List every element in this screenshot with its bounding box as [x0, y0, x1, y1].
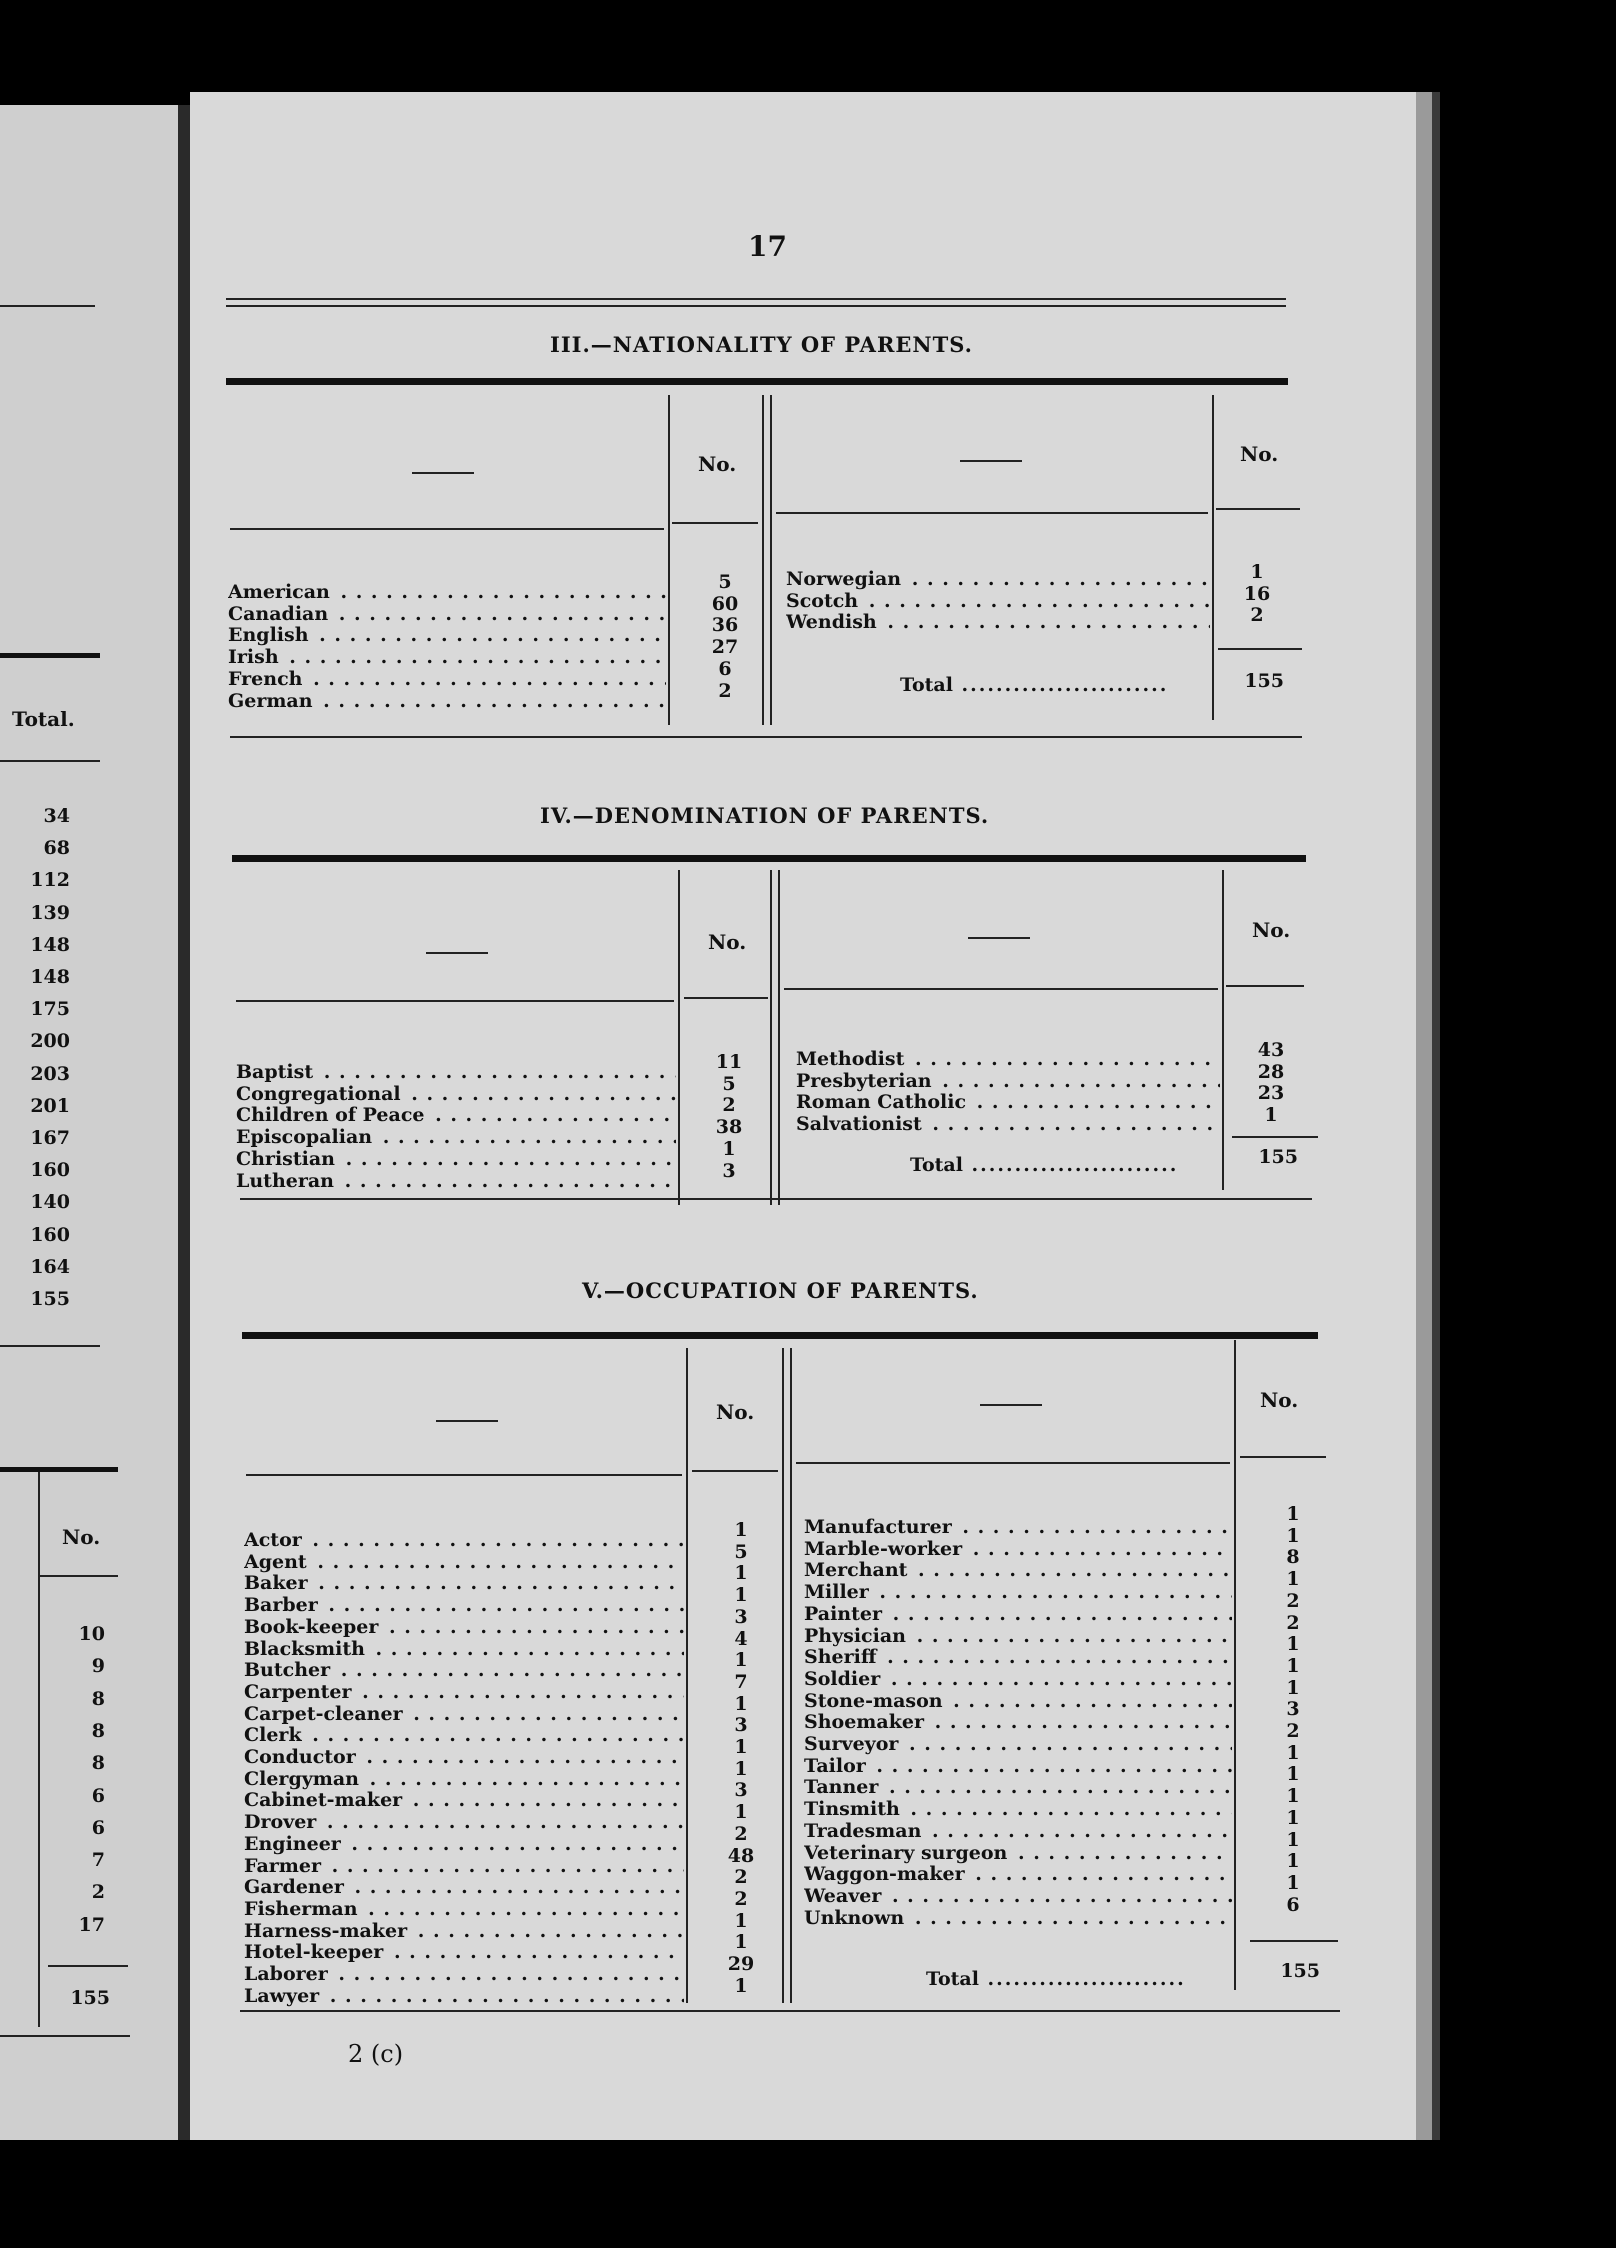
row-value: 8 [1286, 1546, 1300, 1569]
table-top-rule [226, 378, 1288, 385]
row-value: 27 [711, 636, 739, 659]
total-label: Total [900, 674, 953, 696]
row-label [244, 1856, 684, 1878]
row-value: 1 [1286, 1871, 1300, 1894]
row-label [804, 1582, 1232, 1604]
rule [1250, 1940, 1338, 1942]
row-label [244, 1704, 684, 1726]
row-label [228, 625, 666, 647]
row-label [228, 691, 666, 713]
column-header-no: No. [1260, 1388, 1299, 1412]
row-label-text: Physician [804, 1626, 909, 1647]
total-value: 160 [30, 1223, 70, 1246]
left-facing-page [0, 105, 178, 2140]
rule [0, 653, 100, 658]
row-label [804, 1647, 1232, 1669]
book-spine [178, 105, 190, 2140]
row-label [804, 1886, 1232, 1908]
row-label [244, 1573, 684, 1595]
row-label [244, 1942, 684, 1964]
row-value: 1 [1286, 1524, 1300, 1547]
total-value: 34 [43, 805, 70, 827]
row-value: 60 [711, 592, 739, 615]
denomination-total-value: 155 [1258, 1146, 1298, 1168]
row-label-text: Surveyor [804, 1734, 901, 1755]
total-label: Total [910, 1154, 963, 1176]
no-header: No. [62, 1525, 101, 1549]
row-label [244, 1552, 684, 1574]
no-total: 155 [70, 1987, 110, 2009]
row-value: 5 [718, 571, 732, 593]
row-label [804, 1777, 1232, 1799]
row-label-text: Marble-worker [804, 1539, 965, 1560]
row-label-text: Agent [244, 1552, 310, 1573]
rule [0, 760, 100, 762]
row-label [244, 1834, 684, 1856]
row-value: 3 [734, 1779, 748, 1802]
row-label [236, 1084, 676, 1106]
row-label-text: Merchant [804, 1560, 910, 1581]
row-label-text: Actor [244, 1530, 305, 1551]
rule [0, 2035, 130, 2037]
row-value: 1 [734, 1931, 748, 1954]
row-label-text: Irish [228, 647, 282, 668]
denomination-total-row: Total ........................ [910, 1154, 1179, 1176]
row-value: 3 [722, 1159, 736, 1182]
row-value: 3 [734, 1714, 748, 1737]
row-label [244, 1877, 684, 1899]
row-label-text: English [228, 625, 312, 646]
row-label [244, 1812, 684, 1834]
rule [1226, 985, 1304, 987]
column-header-no: No. [1252, 918, 1291, 942]
row-value: 38 [715, 1116, 743, 1139]
nationality-left-labels [228, 582, 666, 712]
row-label [236, 1149, 676, 1171]
denomination-left-values [694, 1052, 764, 1182]
row-label-text: Stone-mason [804, 1691, 946, 1712]
rule [1218, 648, 1302, 650]
denomination-right-labels [796, 1049, 1220, 1136]
rule [226, 298, 1286, 300]
row-label [236, 1062, 676, 1084]
table-top-rule [242, 1332, 1318, 1339]
row-value: 2 [734, 1887, 748, 1910]
denomination-right-values [1246, 1040, 1296, 1127]
row-label [228, 582, 666, 604]
row-value: 28 [1257, 1060, 1285, 1083]
row-label-text: Blacksmith [244, 1639, 368, 1660]
row-label-text: Christian [236, 1149, 338, 1170]
row-label-text: Miller [804, 1582, 872, 1603]
column-header-dash [412, 472, 474, 474]
page-number: 17 [748, 230, 787, 263]
footer-mark: 2 (c) [348, 2040, 404, 2068]
column-divider [1212, 395, 1214, 720]
total-value: 160 [30, 1159, 70, 1182]
row-value: 1 [1286, 1633, 1300, 1656]
row-value: 1 [734, 1974, 748, 1997]
column-header-dash [980, 1404, 1042, 1406]
row-label [804, 1669, 1232, 1691]
row-value: 1 [1286, 1741, 1300, 1764]
row-value: 1 [734, 1757, 748, 1780]
row-label [804, 1604, 1232, 1626]
row-value: 23 [1257, 1082, 1285, 1105]
total-value: 140 [30, 1191, 70, 1214]
row-label-text: Veterinary surgeon [804, 1843, 1010, 1864]
column-divider [1234, 1340, 1236, 1990]
row-label [228, 647, 666, 669]
row-label-text: Conductor [244, 1747, 359, 1768]
total-value: 201 [30, 1094, 70, 1117]
row-label [244, 1530, 684, 1552]
row-label-text: French [228, 669, 305, 690]
total-value: 112 [30, 869, 70, 892]
row-value: 2 [734, 1866, 748, 1889]
no-value: 2 [91, 1881, 105, 1904]
no-value: 17 [78, 1913, 105, 1936]
row-label [796, 1092, 1220, 1114]
row-value: 5 [722, 1072, 736, 1095]
row-label [228, 604, 666, 626]
row-label-text: Norwegian [786, 569, 904, 590]
row-label-text: Baker [244, 1573, 311, 1594]
row-label-text: German [228, 691, 316, 712]
rule [684, 997, 768, 999]
row-label [236, 1171, 676, 1193]
total-value: 68 [43, 837, 70, 860]
rule [0, 1467, 118, 1472]
column-header-dash [968, 937, 1030, 939]
column-header-no: No. [698, 452, 737, 476]
row-value: 1 [1286, 1503, 1300, 1525]
row-value: 2 [1286, 1611, 1300, 1634]
row-label [244, 1899, 684, 1921]
row-label-text: Weaver [804, 1886, 884, 1907]
row-label-text: Episcopalian [236, 1127, 375, 1148]
row-label-text: Canadian [228, 604, 331, 625]
column-divider [1222, 870, 1224, 1190]
row-label-text: American [228, 582, 333, 603]
no-value: 6 [91, 1816, 105, 1839]
row-value: 2 [1250, 604, 1264, 627]
row-value: 1 [1286, 1785, 1300, 1808]
row-label [786, 591, 1210, 613]
row-label-text: Butcher [244, 1660, 333, 1681]
row-label-text: Gardener [244, 1877, 347, 1898]
row-value: 29 [727, 1953, 755, 1976]
row-value: 2 [1286, 1720, 1300, 1743]
row-label-text: Drover [244, 1812, 319, 1833]
rule [1240, 1456, 1326, 1458]
rule [776, 512, 1208, 514]
row-value: 1 [1264, 1104, 1278, 1127]
row-label [796, 1114, 1220, 1136]
row-label [804, 1864, 1232, 1886]
rule [48, 1965, 128, 1967]
row-value: 1 [1286, 1654, 1300, 1677]
row-label-text: Harness-maker [244, 1921, 410, 1942]
row-label-text: Clerk [244, 1725, 305, 1746]
column-header-dash [436, 1420, 498, 1422]
row-label-text: Children of Peace [236, 1105, 427, 1126]
column-header-no: No. [708, 930, 747, 954]
no-value: 6 [91, 1784, 105, 1807]
no-value: 10 [78, 1623, 105, 1645]
row-label [244, 1617, 684, 1639]
row-label-text: Methodist [796, 1049, 907, 1070]
rule [246, 1474, 682, 1476]
table-top-rule [232, 855, 1306, 862]
row-label-text: Barber [244, 1595, 321, 1616]
occupation-right-values [1268, 1504, 1318, 1916]
total-value: 164 [30, 1255, 70, 1278]
row-label [804, 1691, 1232, 1713]
row-value: 7 [734, 1670, 748, 1693]
page-edge [1416, 92, 1432, 2140]
nationality-total-value: 155 [1244, 670, 1284, 692]
rule [236, 1000, 674, 1002]
row-value: 3 [1286, 1698, 1300, 1721]
total-value: 167 [30, 1127, 70, 1149]
no-value: 9 [91, 1655, 105, 1678]
row-label-text: Soldier [804, 1669, 883, 1690]
row-label [244, 1747, 684, 1769]
column-divider [762, 395, 764, 725]
row-value: 1 [1286, 1828, 1300, 1851]
rule [784, 988, 1218, 990]
row-value: 1 [734, 1519, 748, 1541]
row-value: 1 [1286, 1806, 1300, 1829]
page-edge [1432, 92, 1440, 2140]
row-label [804, 1821, 1232, 1843]
row-label [244, 1790, 684, 1812]
section-title-nationality: III.—NATIONALITY OF PARENTS. [550, 332, 973, 357]
column-header-no: No. [1240, 442, 1279, 466]
row-label [228, 669, 666, 691]
row-label [804, 1799, 1232, 1821]
total-value: 148 [30, 933, 70, 956]
no-value: 8 [91, 1752, 105, 1775]
row-label-text: Farmer [244, 1856, 324, 1877]
row-value: 1 [722, 1137, 736, 1160]
row-label [786, 612, 1210, 634]
total-value: 139 [30, 901, 70, 924]
row-label [244, 1725, 684, 1747]
rule [230, 528, 664, 530]
row-label [804, 1756, 1232, 1778]
row-value: 1 [1286, 1850, 1300, 1873]
row-label-text: Scotch [786, 591, 861, 612]
column-header-dash [960, 460, 1022, 462]
row-label-text: Unknown [804, 1908, 907, 1929]
row-value: 1 [734, 1584, 748, 1607]
row-label-text: Presbyterian [796, 1071, 935, 1092]
row-value: 1 [1250, 561, 1264, 583]
occupation-total-row: Total ....................... [926, 1968, 1186, 1990]
nationality-total-row: Total ........................ [900, 674, 1169, 696]
occupation-left-labels [244, 1530, 684, 2007]
row-value: 1 [734, 1649, 748, 1672]
row-value: 2 [1286, 1589, 1300, 1612]
no-value: 8 [91, 1719, 105, 1742]
column-divider [770, 870, 772, 1205]
section-title-denomination: IV.—DENOMINATION OF PARENTS. [540, 803, 990, 828]
row-value: 16 [1243, 582, 1271, 605]
total-value: 155 [30, 1288, 70, 1310]
row-label [244, 1595, 684, 1617]
row-label [804, 1734, 1232, 1756]
row-value: 48 [727, 1844, 755, 1867]
row-label-text: Fisherman [244, 1899, 361, 1920]
row-label-text: Tinsmith [804, 1799, 903, 1820]
row-label [796, 1049, 1220, 1071]
row-label-text: Tailor [804, 1756, 869, 1777]
row-label [786, 569, 1210, 591]
occupation-left-values [706, 1520, 776, 1997]
row-label-text: Shoemaker [804, 1712, 927, 1733]
row-label-text: Manufacturer [804, 1517, 955, 1538]
nationality-left-values [690, 572, 760, 702]
row-label [804, 1843, 1232, 1865]
row-label [804, 1517, 1232, 1539]
row-label [804, 1560, 1232, 1582]
row-value: 11 [715, 1051, 743, 1073]
rule [1216, 508, 1300, 510]
rule [1232, 1136, 1318, 1138]
nationality-right-labels [786, 569, 1210, 634]
total-label: Total [926, 1968, 979, 1990]
total-value: 200 [30, 1030, 70, 1053]
row-label-text: Sheriff [804, 1647, 879, 1668]
row-value: 6 [718, 657, 732, 680]
row-value: 1 [1286, 1763, 1300, 1786]
row-label-text: Engineer [244, 1834, 344, 1855]
occupation-total-value: 155 [1280, 1960, 1320, 1982]
row-label-text: Congregational [236, 1084, 404, 1105]
row-label-text: Tanner [804, 1777, 881, 1798]
row-label [804, 1908, 1232, 1930]
row-label [804, 1539, 1232, 1561]
row-label-text: Hotel-keeper [244, 1942, 386, 1963]
row-value: 1 [734, 1909, 748, 1932]
row-label-text: Lawyer [244, 1986, 322, 2007]
rule [0, 1345, 100, 1347]
row-label [244, 1660, 684, 1682]
no-value: 7 [91, 1849, 105, 1872]
column-divider [778, 870, 780, 1205]
total-value: 175 [30, 998, 70, 1021]
row-label [244, 1682, 684, 1704]
row-label [796, 1071, 1220, 1093]
rule [692, 1470, 778, 1472]
rule [796, 1462, 1230, 1464]
column-header-no: No. [716, 1400, 755, 1424]
column-divider [678, 870, 680, 1205]
row-label [244, 1986, 684, 2008]
table-bottom-rule [240, 1198, 1312, 1200]
row-label-text: Wendish [786, 612, 880, 633]
column-divider [790, 1348, 792, 2003]
row-value: 1 [734, 1801, 748, 1824]
row-label [244, 1769, 684, 1791]
row-label [804, 1626, 1232, 1648]
total-value: 203 [30, 1062, 70, 1085]
row-value: 2 [722, 1094, 736, 1117]
row-label-text: Painter [804, 1604, 885, 1625]
row-label [244, 1921, 684, 1943]
row-value: 5 [734, 1540, 748, 1563]
row-value: 1 [1286, 1568, 1300, 1591]
column-header-dash [426, 952, 488, 954]
column-divider [770, 395, 772, 725]
row-value: 4 [734, 1627, 748, 1650]
row-label [236, 1105, 676, 1127]
row-label-text: Tradesman [804, 1821, 924, 1842]
row-label-text: Carpet-cleaner [244, 1704, 406, 1725]
row-value: 6 [1286, 1893, 1300, 1916]
row-value: 1 [734, 1562, 748, 1585]
rule [0, 305, 95, 307]
table-bottom-rule [230, 736, 1302, 738]
row-value: 1 [734, 1692, 748, 1715]
row-value: 36 [711, 614, 739, 637]
row-value: 1 [1286, 1676, 1300, 1699]
row-value: 3 [734, 1605, 748, 1628]
occupation-right-labels [804, 1517, 1232, 1929]
rule [672, 522, 758, 524]
row-label-text: Book-keeper [244, 1617, 381, 1638]
no-value: 8 [91, 1687, 105, 1710]
row-label-text: Lutheran [236, 1171, 337, 1192]
row-label-text: Clergyman [244, 1769, 362, 1790]
row-label-text: Carpenter [244, 1682, 355, 1703]
nationality-right-values [1232, 562, 1282, 627]
column-divider [782, 1348, 784, 2003]
row-label [244, 1964, 684, 1986]
row-label-text: Waggon-maker [804, 1864, 968, 1885]
rule [226, 305, 1286, 307]
row-label-text: Roman Catholic [796, 1092, 969, 1113]
section-title-occupation: V.—OCCUPATION OF PARENTS. [582, 1278, 979, 1303]
column-divider [668, 395, 670, 725]
row-label [236, 1127, 676, 1149]
row-value: 2 [718, 679, 732, 702]
row-label [244, 1639, 684, 1661]
column-divider [38, 1472, 40, 2027]
rule [40, 1575, 118, 1577]
column-divider [686, 1348, 688, 2003]
row-label [804, 1712, 1232, 1734]
denomination-left-labels [236, 1062, 676, 1192]
row-value: 2 [734, 1822, 748, 1845]
row-label-text: Cabinet-maker [244, 1790, 405, 1811]
row-value: 43 [1257, 1039, 1285, 1061]
total-value: 148 [30, 966, 70, 988]
table-bottom-rule [240, 2010, 1340, 2012]
row-label-text: Salvationist [796, 1114, 925, 1135]
row-label-text: Baptist [236, 1062, 316, 1083]
total-header: Total. [12, 707, 75, 731]
row-label-text: Laborer [244, 1964, 331, 1985]
row-value: 1 [734, 1736, 748, 1759]
